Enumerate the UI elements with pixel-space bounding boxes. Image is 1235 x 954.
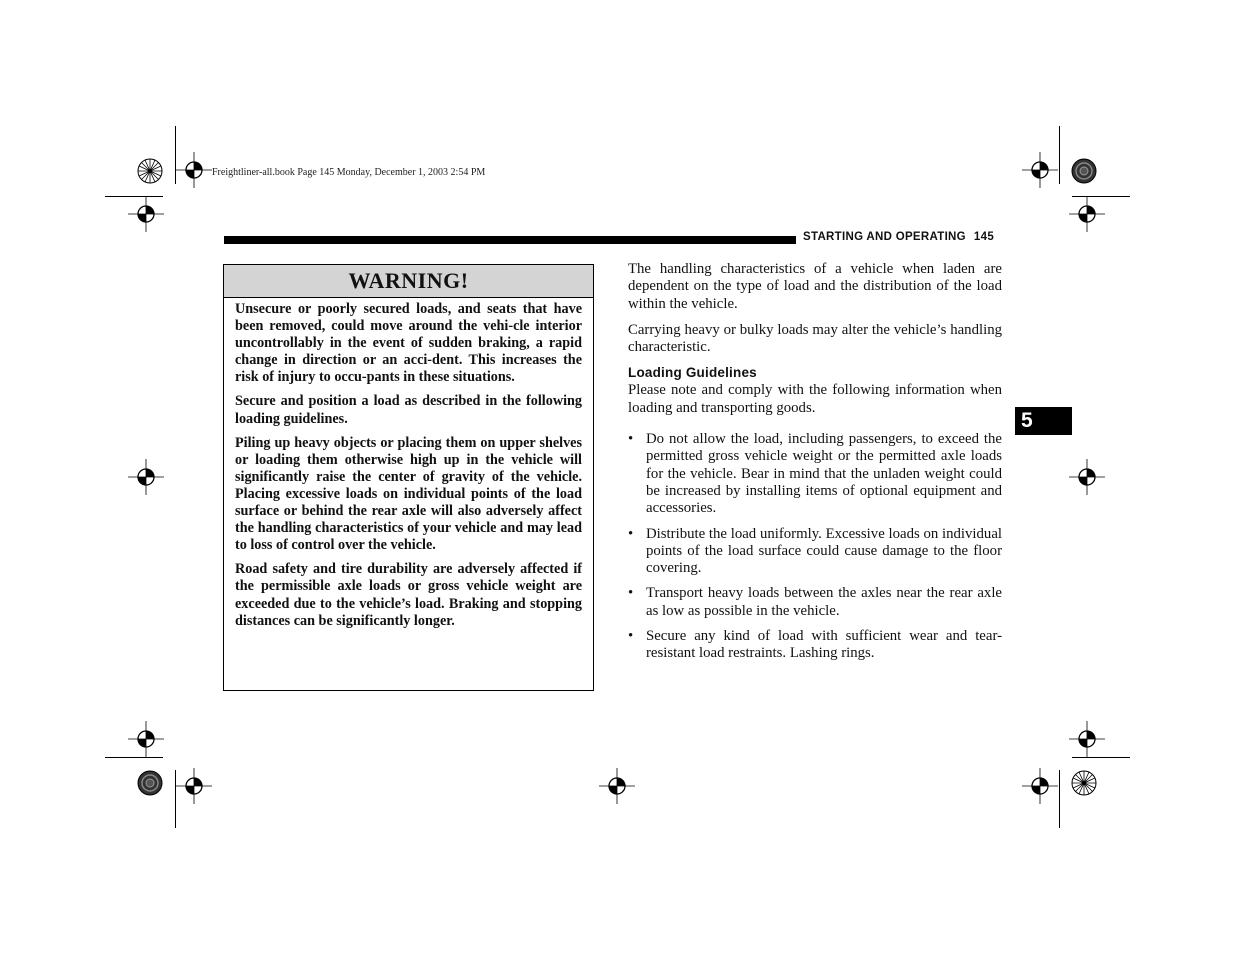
- registration-target-icon: [128, 196, 164, 232]
- section-subheading: Loading Guidelines: [628, 365, 757, 381]
- warning-body: [224, 298, 593, 630]
- warning-title: WARNING!: [224, 265, 593, 298]
- crop-line: [105, 757, 163, 758]
- warning-box: [223, 264, 594, 691]
- starburst-target-icon: [137, 158, 163, 184]
- registration-target-icon: [1069, 721, 1105, 757]
- registration-target-icon: [599, 768, 635, 804]
- list-item: [628, 431, 1002, 517]
- list-item: [628, 628, 1002, 663]
- starburst-target-icon: [1071, 770, 1097, 796]
- header-rule: [224, 236, 796, 244]
- list-item-text: Distribute the load uniformly. Excessive loads on individual points of the load surface could cause damage to the floor covering.: [646, 525, 1002, 577]
- bullet-icon: •: [628, 628, 634, 645]
- registration-target-icon: [128, 459, 164, 495]
- registration-target-icon: [1069, 459, 1105, 495]
- registration-target-icon: [128, 721, 164, 757]
- list-item-text: Secure any kind of load with sufficient wear and tear-resistant load restraints. Lashing rings.: [646, 628, 1002, 662]
- starburst-target-icon: [137, 770, 163, 796]
- guidelines-list: [628, 431, 1002, 663]
- warning-paragraph: Secure and position a load as described in the following loading guidelines.: [235, 393, 582, 427]
- crop-line: [1059, 126, 1060, 184]
- crop-line: [1072, 757, 1130, 758]
- body-paragraph: Carrying heavy or bulky loads may alter the vehicle’s handling characteristic.: [628, 321, 1002, 356]
- list-item: [628, 585, 1002, 620]
- body-paragraph: The handling characteristics of a vehicle when laden are dependent on the type of load and the distribution of the load within the vehicle.: [628, 261, 1002, 312]
- section-title: STARTING AND OPERATING: [803, 231, 966, 243]
- print-slug-line: Freightliner-all.book Page 145 Monday, December 1, 2003 2:54 PM: [212, 167, 486, 178]
- bullet-icon: •: [628, 585, 634, 602]
- registration-target-icon: [176, 152, 212, 188]
- warning-paragraph: Road safety and tire durability are adversely affected if the permissible axle loads or gross vehicle weight are exceeded due to the vehicle’s load. Braking and stopping distances can be significantly longer.: [235, 561, 582, 629]
- warning-paragraph: Piling up heavy objects or placing them on upper shelves or loading them otherwise high up in the vehicle will significantly raise the center of gravity of the vehicle. Placing excessive loads on individual points of the load surface or behind the rear axle will also adversely affect the handling characteristics of your vehicle and may lead to loss of control over the vehicle.: [235, 434, 582, 554]
- list-item-text: Do not allow the load, including passengers, to exceed the permitted gross vehicle weight or the permitted axle loads for the vehicle. Bear in mind that the unladen weight could be increased by installing items of optional equipment and accessories.: [646, 431, 1002, 517]
- warning-paragraph: Unsecure or poorly secured loads, and seats that have been removed, could move around the vehi-cle interior uncontrollably in the event of sudden braking, a rapid change in direction or an acci-dent. This increases the risk of injury to occu-pants in these situations.: [235, 301, 582, 386]
- starburst-target-icon: [1071, 158, 1097, 184]
- lead-paragraph: Please note and comply with the following information when loading and transporting goods.: [628, 382, 1002, 416]
- registration-target-icon: [1022, 152, 1058, 188]
- registration-target-icon: [176, 768, 212, 804]
- page-number: 145: [973, 231, 995, 243]
- crop-line: [1059, 770, 1060, 828]
- registration-target-icon: [1022, 768, 1058, 804]
- main-text-column: [628, 261, 1002, 671]
- registration-target-icon: [1069, 196, 1105, 232]
- chapter-tab: 5: [1015, 407, 1072, 435]
- list-item-text: Transport heavy loads between the axles near the rear axle as low as possible in the vehicle.: [646, 585, 1002, 619]
- list-item: [628, 526, 1002, 578]
- bullet-icon: •: [628, 525, 634, 542]
- running-header: [803, 231, 994, 243]
- bullet-icon: •: [628, 431, 634, 448]
